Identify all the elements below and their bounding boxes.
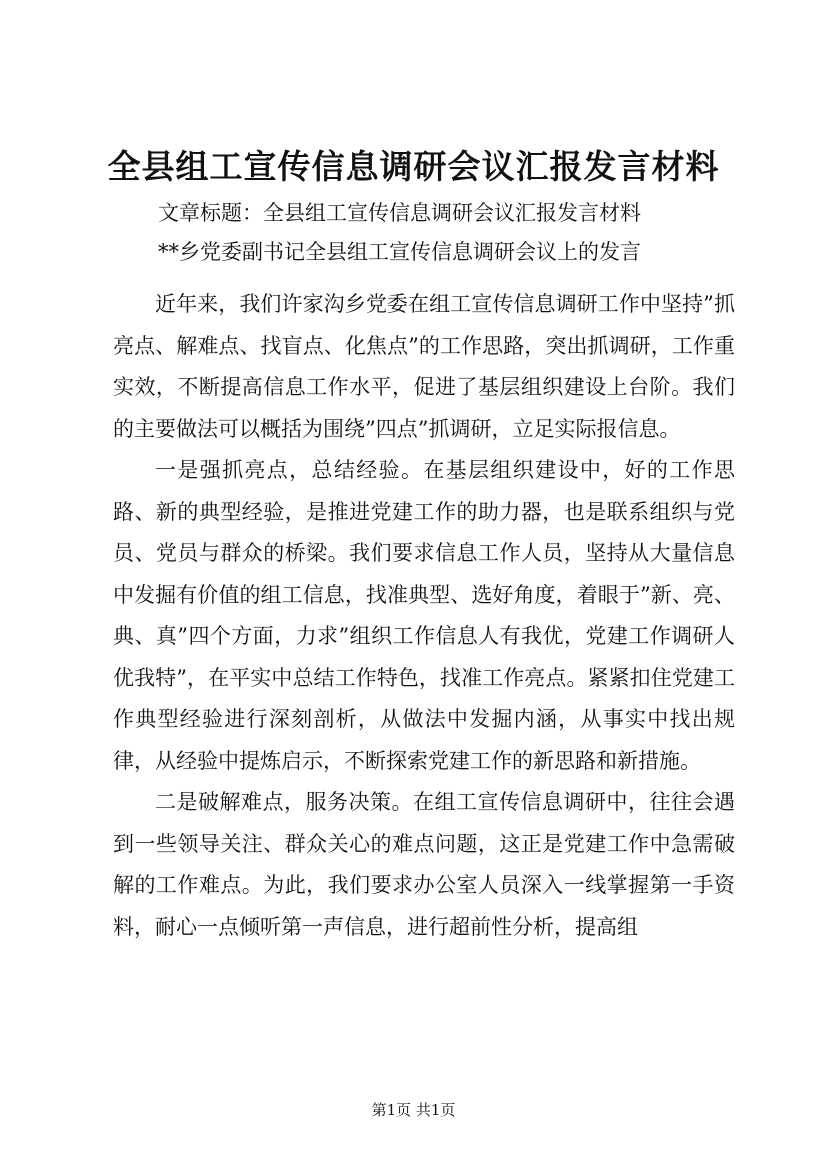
article-title-line: 文章标题：全县组工宣传信息调研会议汇报发言材料 [158, 201, 641, 225]
paragraph-intro: 近年来，我们许家沟乡党委在组工宣传信息调研工作中坚持”抓亮点、解难点、找盲点、化焦点”的工作思路，突出抓调研，工作重实效，不断提高信息工作水平，促进了基层组织建设上台阶。我们的主要做法可以概括为围绕”四点”抓调研，立足实际报信息。 [113, 292, 735, 441]
paragraph-highlights: 一是强抓亮点，总结经验。在基层组织建设中，好的工作思路、新的典型经验，是推进党建工作的助力器，也是联系组织与党员、党员与群众的桥梁。我们要求信息工作人员，坚持从大量信息中发掘有价值的组工信息，找准典型、选好角度，着眼于”新、亮、典、真”四个方面，力求”组织工作信息人有我优，党建工作调研人优我特”，在平实中总结工作特色，找准工作亮点。紧紧扣住党建工作典型经验进行深刻剖析，从做法中发掘内涵，从事实中找出规律，从经验中提炼启示，不断探索党建工作的新思路和新措施。 [113, 458, 735, 773]
paragraph-difficulties: 二是破解难点，服务决策。在组工宣传信息调研中，往往会遇到一些领导关注、群众关心的难点问题，这正是党建工作中急需破解的工作难点。为此，我们要求办公室人员深入一线掌握第一手资料，耐心一点倾听第一声信息，进行超前性分析，提高组 [113, 790, 735, 939]
page-footer: 第1页 共1页 [371, 1101, 456, 1119]
speaker-line: **乡党委副书记全县组工宣传信息调研会议上的发言 [158, 240, 641, 264]
document-body [113, 284, 735, 948]
document-title: 全县组工宣传信息调研会议汇报发言材料 [107, 147, 720, 186]
